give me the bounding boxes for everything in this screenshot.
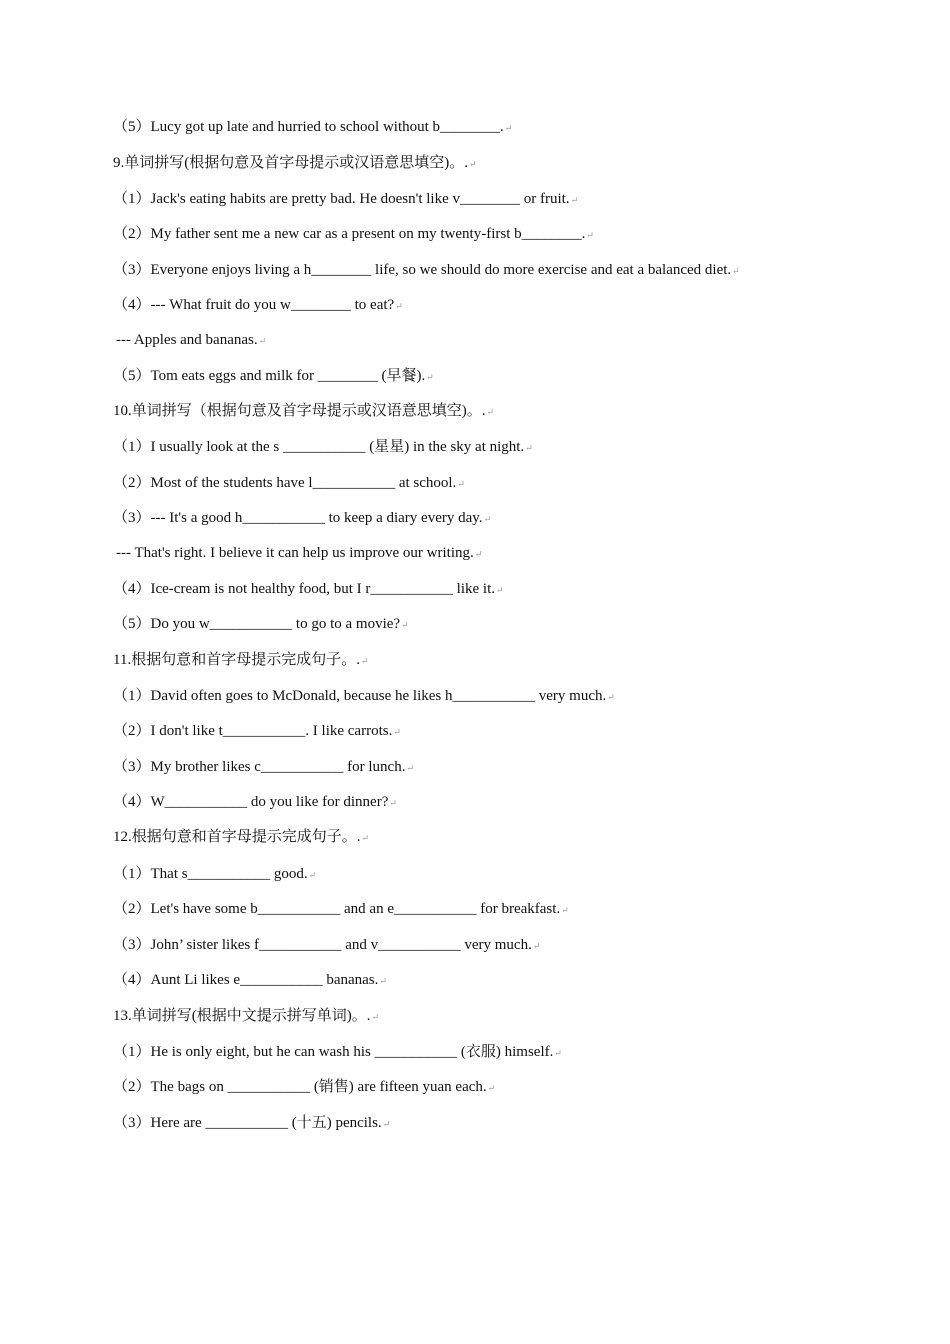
question-line: （2）My father sent me a new car as a present on my twenty-first b________.↵: [113, 226, 594, 242]
question-line: （3）My brother likes c___________ for lunch.↵: [113, 759, 415, 775]
section-heading: 13.单词拼写(根据中文提示拼写单词)。.↵: [113, 1008, 380, 1024]
question-line: （3）John’ sister likes f___________ and v___________ very much.↵: [113, 937, 541, 953]
section-heading: 9.单词拼写(根据句意及首字母提示或汉语意思填空)。.↵: [113, 155, 477, 171]
paragraph-mark-icon: ↵: [382, 1119, 391, 1129]
paragraph-mark-icon: ↵: [496, 585, 504, 595]
question-line: （2）Most of the students have l___________ at school.↵: [113, 475, 465, 491]
question-line: （2）I don't like t___________. I like carrots.↵: [113, 723, 401, 739]
question-line: （5）Lucy got up late and hurried to school without b________.↵: [113, 119, 513, 135]
paragraph-mark-icon: ↵: [532, 941, 541, 951]
question-line: （4）Ice-cream is not healthy food, but I r___________ like it.↵: [113, 581, 504, 597]
paragraph-mark-icon: ↵: [360, 656, 369, 666]
question-line: （5）Do you w___________ to go to a movie?↵: [113, 616, 409, 632]
paragraph-mark-icon: ↵: [457, 479, 465, 489]
paragraph-mark-icon: ↵: [487, 1083, 496, 1093]
paragraph-mark-icon: ↵: [474, 549, 483, 559]
paragraph-mark-icon: ↵: [504, 123, 513, 133]
question-line: （3）Everyone enjoys living a h________ life, so we should do more exercise and eat a balanced diet.↵: [113, 262, 740, 278]
question-line: （1）I usually look at the s ___________ (星星) in the sky at night.↵: [113, 439, 533, 455]
section-heading: 12.根据句意和首字母提示完成句子。.↵: [113, 829, 370, 845]
paragraph-mark-icon: ↵: [258, 336, 267, 346]
paragraph-mark-icon: ↵: [483, 514, 492, 524]
question-line: （2）The bags on ___________ (销售) are fifteen yuan each.↵: [113, 1079, 496, 1095]
paragraph-mark-icon: ↵: [607, 692, 615, 702]
question-line: （2）Let's have some b___________ and an e___________ for breakfast.↵: [113, 901, 569, 917]
paragraph-mark-icon: ↵: [586, 230, 594, 240]
paragraph-mark-icon: ↵: [486, 407, 495, 417]
paragraph-mark-icon: ↵: [426, 372, 434, 382]
question-line: （4）--- What fruit do you w________ to eat?↵: [113, 297, 403, 313]
paragraph-mark-icon: ↵: [389, 798, 397, 808]
question-line: （3）Here are ___________ (十五) pencils.↵: [113, 1115, 391, 1131]
paragraph-mark-icon: ↵: [561, 905, 569, 915]
question-line: （3）--- It's a good h___________ to keep a diary every day.↵: [113, 510, 492, 526]
question-line: （5）Tom eats eggs and milk for ________ (早餐).↵: [113, 368, 434, 384]
question-line: （1）He is only eight, but he can wash his ___________ (衣服) himself.↵: [113, 1044, 562, 1060]
paragraph-mark-icon: ↵: [570, 195, 579, 205]
paragraph-mark-icon: ↵: [379, 976, 387, 986]
paragraph-mark-icon: ↵: [554, 1048, 562, 1058]
paragraph-mark-icon: ↵: [361, 833, 370, 843]
paragraph-mark-icon: ↵: [395, 301, 403, 311]
paragraph-mark-icon: ↵: [406, 763, 415, 773]
paragraph-mark-icon: ↵: [401, 620, 409, 630]
paragraph-mark-icon: ↵: [732, 266, 740, 276]
section-heading: 11.根据句意和首字母提示完成句子。.↵: [113, 652, 369, 668]
paragraph-mark-icon: ↵: [525, 443, 533, 453]
dialogue-line: --- That's right. I believe it can help us improve our writing.↵: [116, 545, 483, 561]
paragraph-mark-icon: ↵: [308, 870, 317, 880]
paragraph-mark-icon: ↵: [469, 159, 477, 169]
question-line: （1）David often goes to McDonald, because he likes h___________ very much.↵: [113, 688, 615, 704]
question-line: （1）Jack's eating habits are pretty bad. He doesn't like v________ or fruit.↵: [113, 191, 579, 207]
section-heading: 10.单词拼写（根据句意及首字母提示或汉语意思填空)。.↵: [113, 403, 495, 419]
dialogue-line: --- Apples and bananas.↵: [116, 332, 267, 348]
paragraph-mark-icon: ↵: [393, 727, 401, 737]
question-line: （4）W___________ do you like for dinner?↵: [113, 794, 397, 810]
question-line: （4）Aunt Li likes e___________ bananas.↵: [113, 972, 387, 988]
question-line: （1）That s___________ good.↵: [113, 866, 317, 882]
paragraph-mark-icon: ↵: [371, 1012, 380, 1022]
